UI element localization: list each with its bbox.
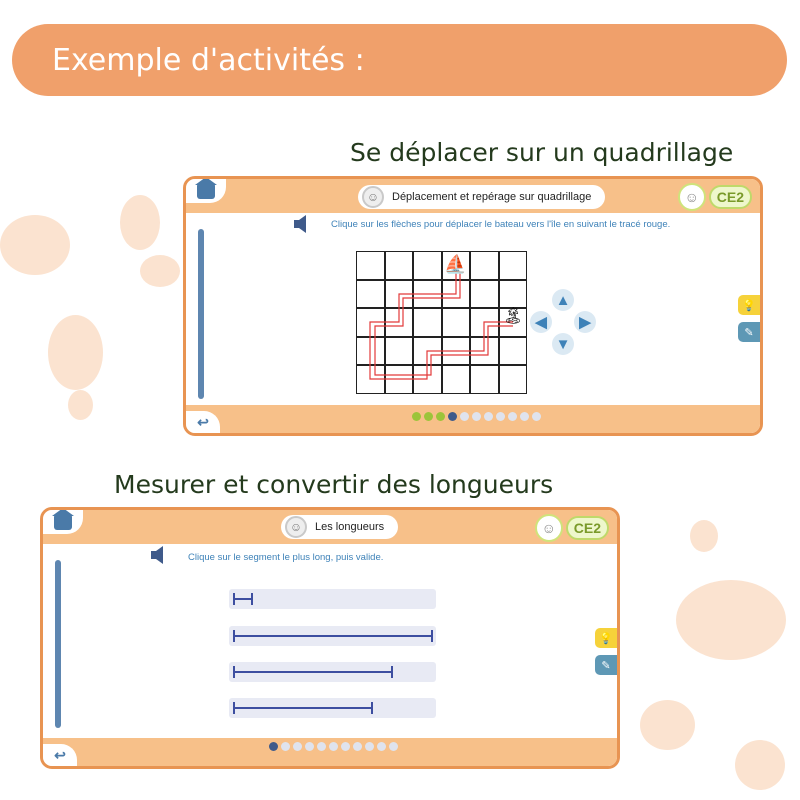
character-avatar-icon: ☺ xyxy=(678,183,706,211)
lightbulb-icon: 💡 xyxy=(599,632,613,645)
back-arrow-icon: ↩ xyxy=(54,746,66,763)
segment-list xyxy=(40,510,583,769)
pencil-icon: ✎ xyxy=(601,659,611,672)
activity-title: Déplacement et repérage sur quadrillage xyxy=(392,191,592,203)
home-icon xyxy=(197,183,215,199)
progress-dot xyxy=(496,412,505,421)
progress-dot xyxy=(424,412,433,421)
arrow-right-button[interactable]: ▶ xyxy=(574,311,596,333)
progress-dot xyxy=(341,742,350,751)
level-badge: CE2 xyxy=(566,516,609,540)
arrow-up-button[interactable]: ▲ xyxy=(552,289,574,311)
home-button[interactable] xyxy=(186,179,226,203)
pencil-icon: ✎ xyxy=(744,326,754,339)
background-pebble xyxy=(68,390,93,420)
segment-line xyxy=(233,635,433,637)
progress-dot xyxy=(532,412,541,421)
progress-dot xyxy=(377,742,386,751)
progress-dot xyxy=(329,742,338,751)
hint-button[interactable] xyxy=(595,628,617,648)
progress-dot xyxy=(269,742,278,751)
back-button[interactable] xyxy=(186,411,220,433)
activity-title-pill xyxy=(358,185,605,209)
progress-dot xyxy=(317,742,326,751)
robot-avatar-icon: ☺ xyxy=(362,186,384,208)
progress-dot xyxy=(472,412,481,421)
background-pebble xyxy=(640,700,695,750)
background-pebble xyxy=(690,520,718,552)
activity-title: Les longueurs xyxy=(315,521,385,533)
segment-option[interactable] xyxy=(229,626,436,646)
segment-line xyxy=(233,707,373,709)
progress-dots xyxy=(412,412,541,421)
background-pebble xyxy=(48,315,103,390)
background-pebble xyxy=(0,215,70,275)
speaker-icon[interactable] xyxy=(292,213,312,235)
vertical-scrollbar[interactable] xyxy=(198,229,204,399)
back-arrow-icon: ↩ xyxy=(197,413,209,430)
progress-dot xyxy=(448,412,457,421)
progress-dot xyxy=(365,742,374,751)
lightbulb-icon: 💡 xyxy=(742,299,756,312)
progress-dot xyxy=(484,412,493,421)
progress-dot xyxy=(412,412,421,421)
banner-title: Exemple d'activités : xyxy=(52,42,365,78)
background-pebble xyxy=(676,580,786,660)
robot-avatar-icon: ☺ xyxy=(285,516,307,538)
progress-dot xyxy=(305,742,314,751)
section-title-grid: Se déplacer sur un quadrillage xyxy=(350,138,734,167)
instruction-text: Clique sur les flèches pour déplacer le bateau vers l'île en suivant le tracé rouge. xyxy=(331,219,671,230)
segment-option[interactable] xyxy=(229,589,436,609)
activity-window-grid xyxy=(183,176,763,436)
hint-button[interactable] xyxy=(738,295,760,315)
background-pebble xyxy=(120,195,160,250)
segment-line xyxy=(233,671,393,673)
section-title-lengths: Mesurer et convertir des longueurs xyxy=(114,470,554,499)
segment-option[interactable] xyxy=(229,662,436,682)
instruction-text: Clique sur le segment le plus long, puis valide. xyxy=(188,552,384,563)
progress-dot xyxy=(520,412,529,421)
activity-window-lengths xyxy=(40,507,620,769)
edit-button[interactable] xyxy=(738,322,760,342)
progress-dot xyxy=(460,412,469,421)
edit-button[interactable] xyxy=(595,655,617,675)
segment-line xyxy=(233,598,253,600)
background-pebble xyxy=(140,255,180,287)
progress-dot xyxy=(436,412,445,421)
progress-dots xyxy=(269,742,398,751)
segment-option[interactable] xyxy=(229,698,436,718)
level-indicator xyxy=(678,183,752,211)
progress-dot xyxy=(389,742,398,751)
progress-dot xyxy=(508,412,517,421)
background-pebble xyxy=(735,740,785,790)
progress-dot xyxy=(293,742,302,751)
island-icon: 🏝 xyxy=(503,308,524,325)
grid-board xyxy=(356,251,527,394)
boat-icon[interactable]: ⛵ xyxy=(444,254,467,274)
header-banner xyxy=(12,24,787,96)
level-badge: CE2 xyxy=(709,185,752,209)
progress-dot xyxy=(281,742,290,751)
red-path xyxy=(356,251,527,394)
character-avatar-icon: ☺ xyxy=(535,514,563,542)
arrow-down-button[interactable]: ▼ xyxy=(552,333,574,355)
progress-dot xyxy=(353,742,362,751)
arrow-left-button[interactable]: ◀ xyxy=(530,311,552,333)
back-button[interactable] xyxy=(43,744,77,766)
